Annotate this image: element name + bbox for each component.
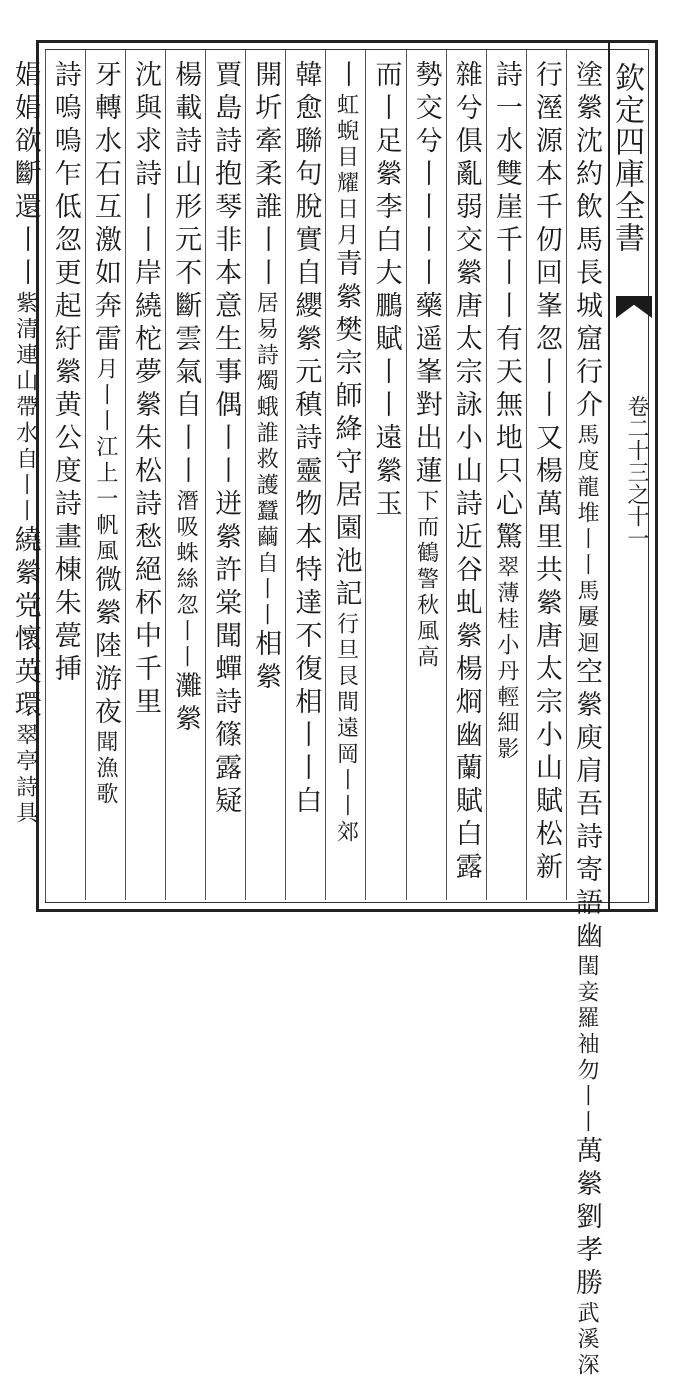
- column-6-main: 而丨: [370, 60, 402, 126]
- column-14-main: 詩嗚嗚乍低忽更起: [49, 60, 81, 324]
- column-4-main: 雜兮俱亂弱: [450, 60, 482, 225]
- column-15-note-2: 翠亭詩具: [12, 723, 38, 827]
- column-15-entry: 繞縈党懷英環: [9, 525, 41, 723]
- text-column-2: [526, 50, 566, 900]
- column-4-entry: 交縈唐太宗詠小山詩近谷: [450, 225, 482, 588]
- text-column-12: [125, 50, 165, 900]
- text-column-5: [406, 50, 446, 900]
- column-8-entry: 纓縈元稹詩靈物本特達不復相丨丨白: [290, 291, 322, 819]
- column-8-main: 韓愈聯句脫實自: [290, 60, 322, 291]
- text-column-10: [205, 50, 245, 900]
- column-1-entry-2: 空縈庾肩吾詩寄語幽: [571, 657, 602, 954]
- column-1-note: 馬度龍堆丨丨馬屢迴: [574, 423, 599, 657]
- text-column-1: [566, 50, 606, 1379]
- text-column-4: [446, 50, 486, 900]
- text-column-3: [486, 50, 526, 900]
- column-11-note: 潛吸蛛絲忽丨丨: [173, 489, 199, 671]
- column-1-main: 塗縈沈約飲馬長城窟行介: [571, 60, 602, 423]
- column-5-entry: 丨丨藥遥峯對出蓮: [410, 225, 442, 489]
- column-14-entry: 紆縈黄公度詩畫棟朱甍挿: [49, 324, 81, 687]
- column-7-note-3: 郊: [333, 820, 359, 846]
- column-1-entry-3: 萬縈劉孝勝: [571, 1136, 602, 1301]
- column-15-main: 娟娟欲斷還丨丨: [9, 60, 41, 291]
- column-15-note: 紫清連山帶水自丨丨: [12, 291, 38, 525]
- column-9-entry: 相縈: [250, 629, 282, 695]
- margin-title: 欽定四庫全書: [609, 62, 644, 254]
- text-column-9: [245, 50, 285, 900]
- column-6-entry-2: 遠縈玉: [370, 423, 402, 522]
- column-7-note-2: 行旦艮間遠岡丨丨: [333, 612, 359, 820]
- column-9-main: 開圻牽柔誰丨丨: [250, 60, 282, 291]
- text-column-8: [285, 50, 325, 900]
- column-1-note-2: 閨妾羅袖勿丨丨: [574, 954, 599, 1136]
- text-column-6: [365, 50, 405, 900]
- column-2-main: 行溼源本千仞回峯忽丨丨又楊萬里: [530, 60, 562, 555]
- column-13-entry: 微縈陸游夜: [89, 565, 121, 730]
- column-13-note: 月丨丨江上一帆風: [92, 357, 118, 565]
- column-4-entry-2: 虬縈楊烱幽蘭賦白露: [450, 588, 482, 885]
- column-1-note-3: 武溪深: [574, 1301, 599, 1379]
- column-12-main: 沈與求詩丨丨岸繞柁: [129, 60, 161, 357]
- text-column-14: [45, 50, 85, 900]
- column-13-main: 牙轉水石互激如奔雷: [89, 60, 121, 357]
- column-5-note: 下而鶴警秋風高: [413, 489, 439, 671]
- column-12-entry: 夢縈朱松詩愁絕杯中千里: [129, 357, 161, 720]
- text-column-15: [5, 50, 45, 900]
- text-columns: [9, 50, 606, 1379]
- column-7-note: 虹蜺目耀日月: [333, 93, 359, 249]
- column-2-entry: 共縈唐太宗小山賦松新: [530, 555, 562, 885]
- text-column-7: [325, 50, 365, 900]
- column-3-main: 詩一水雙崖千丨丨有天無地只心驚: [490, 60, 522, 555]
- text-column-13: [85, 50, 125, 900]
- column-7-main: 丨: [330, 60, 362, 93]
- column-11-entry: 灘縈: [170, 671, 202, 737]
- column-9-note: 居易詩燭蛾誰救護蠶繭自丨丨: [253, 291, 279, 629]
- column-13-note-2: 聞漁歌: [92, 730, 118, 808]
- column-3-note: 翠薄桂小丹輕細影: [493, 555, 519, 763]
- column-6-entry: 足縈李白大鵬賦丨丨: [370, 126, 402, 423]
- column-10-main: 賈島詩抱琴非本意生事偶丨丨: [210, 60, 242, 489]
- column-11-main: 楊載詩山形元不斷雲氣自丨丨: [170, 60, 202, 489]
- text-column-11: [165, 50, 205, 900]
- column-5-main: 勢交兮丨丨: [410, 60, 442, 225]
- column-7-entry: 青縈樊宗師絳守居園池記: [330, 249, 362, 612]
- column-10-entry: 迸縈許棠聞蟬詩篠露疑: [210, 489, 242, 819]
- margin-volume: 卷二十三之十一: [624, 395, 649, 549]
